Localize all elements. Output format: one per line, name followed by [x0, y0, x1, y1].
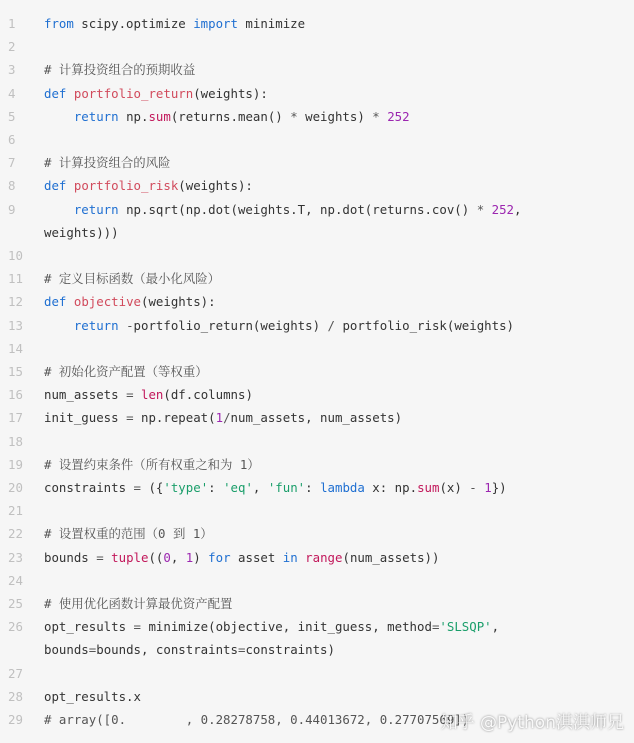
line-number: 10 — [8, 248, 23, 264]
code-token-plain: (( — [148, 549, 164, 565]
code-token-plain: : — [305, 480, 321, 496]
code-token-plain — [44, 202, 74, 217]
code-token-op: = — [237, 642, 246, 658]
code-token-plain: constraints — [44, 480, 134, 496]
code-lines — [0, 12, 634, 731]
line-number: 15 — [8, 364, 23, 380]
code-token-number: 252 — [387, 108, 410, 124]
code-text — [44, 383, 624, 406]
code-token-plain — [44, 109, 74, 124]
code-token-op: / — [327, 317, 335, 333]
code-text — [44, 615, 624, 661]
code-line — [0, 267, 634, 290]
code-token-op: - — [126, 317, 134, 333]
code-token-op: = — [133, 480, 141, 496]
code-text — [44, 592, 624, 615]
code-line — [0, 360, 634, 383]
code-line — [0, 453, 634, 476]
code-token-string: 'fun' — [267, 480, 306, 496]
code-token-plain: bounds — [44, 549, 97, 565]
code-token-keyword: def — [44, 294, 67, 310]
code-token-plain: asset — [230, 549, 283, 565]
code-token-plain: (num_assets)) — [342, 549, 440, 565]
line-number: 17 — [8, 410, 23, 426]
code-token-number: 252 — [491, 201, 515, 217]
code-token-plain: num_assets — [44, 387, 127, 403]
code-token-keyword: return — [73, 108, 119, 124]
line-number: 25 — [8, 596, 23, 612]
code-line — [0, 430, 634, 453]
code-token-plain: (weights): — [193, 85, 268, 101]
code-token-plain: np. — [118, 108, 149, 124]
code-text — [44, 360, 624, 383]
code-token-plain: portfolio_return(weights) — [133, 317, 328, 333]
code-token-op: * — [476, 201, 485, 217]
code-token-builtin: tuple — [111, 549, 149, 565]
code-token-keyword: def — [44, 178, 67, 194]
code-line — [0, 615, 634, 661]
code-token-number: 0 — [163, 549, 171, 565]
code-token-op: - — [469, 480, 477, 496]
code-token-plain — [66, 178, 73, 193]
code-token-plain: init_guess — [44, 410, 127, 426]
code-token-builtin: range — [305, 549, 343, 565]
code-token-keyword: def — [44, 85, 67, 101]
code-text — [44, 314, 624, 337]
code-token-builtin: len — [141, 387, 164, 403]
line-number: 14 — [8, 340, 23, 356]
code-token-plain: ({ — [141, 480, 164, 496]
code-token-comment: # 使用优化函数计算最优资产配置 — [44, 596, 233, 612]
code-token-plain: , bounds — [44, 619, 500, 658]
code-token-plain: np.sqrt(np.dot(weights.T, np.dot(returns.cov() — [118, 201, 477, 217]
code-token-keyword: in — [282, 549, 298, 565]
code-token-comment: # 定义目标函数（最小化风险） — [44, 271, 220, 287]
code-text — [44, 406, 624, 429]
code-token-plain: (returns.mean() — [170, 108, 291, 124]
code-token-string: 'type' — [163, 480, 209, 496]
code-token-op: = — [133, 619, 141, 635]
code-token-op: * — [372, 108, 380, 124]
code-token-keyword: return — [73, 317, 119, 333]
code-token-comment: # 设置权重的范围（0 到 1） — [44, 526, 213, 542]
code-token-keyword: import — [193, 16, 238, 31]
code-text — [44, 151, 624, 174]
code-line — [0, 476, 634, 499]
line-number: 11 — [8, 271, 23, 287]
line-number: 21 — [8, 503, 23, 519]
code-token-plain: np.repeat( — [133, 410, 216, 426]
code-line — [0, 406, 634, 429]
code-token-op: * — [290, 108, 298, 124]
line-number: 5 — [8, 108, 16, 124]
code-token-keyword: return — [73, 201, 119, 217]
code-token-plain: portfolio_risk(weights) — [334, 317, 515, 333]
code-line — [0, 128, 634, 151]
code-text — [44, 174, 624, 197]
code-token-op: = — [88, 642, 97, 658]
code-line — [0, 662, 634, 685]
code-text — [44, 58, 624, 81]
code-token-plain — [119, 318, 126, 333]
code-line — [0, 12, 634, 35]
code-token-op: = — [431, 619, 440, 635]
line-number: 2 — [8, 39, 16, 55]
code-token-plain: minimize — [237, 16, 306, 31]
line-number: 22 — [8, 526, 23, 542]
code-token-keyword: lambda — [320, 480, 365, 496]
line-number: 16 — [8, 387, 23, 403]
line-number: 23 — [8, 549, 23, 565]
code-line — [0, 522, 634, 545]
code-line — [0, 499, 634, 522]
line-number: 8 — [8, 178, 16, 194]
line-number: 24 — [8, 572, 23, 588]
line-number: 9 — [8, 201, 16, 217]
code-line — [0, 174, 634, 197]
line-number: 26 — [8, 619, 23, 635]
code-token-number: 1 — [215, 410, 224, 426]
code-token-plain: weights) — [297, 108, 373, 124]
code-token-builtin: sum — [417, 480, 440, 496]
code-token-func: portfolio_return — [73, 85, 194, 101]
code-token-plain: }) — [491, 480, 507, 496]
code-token-op: / — [223, 410, 231, 426]
watermark: 知乎 @Python淇淇师兄 — [440, 713, 624, 733]
code-text — [44, 290, 624, 313]
code-token-comment: # 计算投资组合的风险 — [44, 155, 171, 171]
code-line — [0, 383, 634, 406]
code-token-plain: minimize(objective, init_guess, method — [141, 619, 432, 635]
code-token-plain: , weights))) — [44, 201, 522, 240]
code-token-comment: # 设置约束条件（所有权重之和为 1） — [44, 456, 260, 472]
code-token-plain: ) — [193, 549, 209, 565]
code-token-plain — [134, 387, 141, 402]
code-line — [0, 151, 634, 174]
code-token-plain: (x) — [439, 480, 470, 496]
line-number: 12 — [8, 294, 23, 310]
code-text — [44, 12, 624, 35]
code-token-plain: (weights): — [178, 178, 253, 194]
code-token-plain: opt_results — [44, 619, 134, 635]
code-token-keyword: for — [208, 549, 231, 565]
code-token-plain: scipy.optimize — [73, 16, 194, 31]
line-number: 6 — [8, 132, 16, 148]
code-token-number: 1 — [185, 549, 194, 565]
code-token-plain: num_assets, num_assets) — [230, 410, 403, 426]
code-token-string: 'eq' — [223, 480, 253, 496]
code-line — [0, 569, 634, 592]
code-token-plain: constraints) — [245, 642, 335, 658]
code-token-op: = — [96, 549, 104, 565]
code-token-plain: bounds, constraints — [96, 642, 238, 658]
code-text — [44, 453, 624, 476]
code-line — [0, 685, 634, 708]
code-token-string: 'SLSQP' — [439, 619, 492, 635]
line-number: 4 — [8, 85, 16, 101]
code-line — [0, 58, 634, 81]
code-text — [44, 105, 624, 128]
code-token-plain: : — [208, 480, 224, 496]
line-number: 18 — [8, 433, 23, 449]
code-line — [0, 337, 634, 360]
code-token-plain: (df.columns) — [163, 387, 253, 403]
code-token-plain — [66, 86, 73, 101]
code-token-builtin: sum — [148, 108, 171, 124]
code-line — [0, 82, 634, 105]
code-token-plain — [66, 294, 73, 309]
code-token-comment: # 计算投资组合的预期收益 — [44, 62, 196, 78]
code-token-op: = — [126, 410, 134, 426]
code-line — [0, 314, 634, 337]
line-number: 19 — [8, 456, 23, 472]
line-number: 28 — [8, 688, 23, 704]
code-token-keyword: from — [44, 16, 74, 31]
line-number: 29 — [8, 712, 23, 728]
code-text — [44, 685, 624, 708]
line-number: 1 — [8, 16, 16, 31]
line-number: 3 — [8, 62, 16, 78]
code-token-number: 1 — [484, 480, 492, 496]
code-line — [0, 35, 634, 58]
code-token-plain: , — [252, 480, 268, 496]
code-text — [44, 82, 624, 105]
code-line — [0, 546, 634, 569]
line-number: 27 — [8, 665, 23, 681]
code-token-op: = — [126, 387, 134, 403]
code-token-plain: , — [170, 549, 186, 565]
line-number: 7 — [8, 155, 16, 171]
line-number: 13 — [8, 317, 23, 333]
code-token-plain: (weights): — [141, 294, 216, 310]
code-token-plain — [484, 202, 491, 217]
code-text — [44, 267, 624, 290]
code-line — [0, 198, 634, 244]
code-line — [0, 592, 634, 615]
code-token-func: objective — [73, 294, 141, 310]
code-line — [0, 244, 634, 267]
code-token-plain — [44, 318, 74, 333]
code-token-comment: # array([0. , 0.28278758, 0.44013672, 0.27707569]) — [44, 712, 470, 728]
code-token-plain: opt_results.x — [44, 688, 141, 704]
code-token-func: portfolio_risk — [73, 178, 179, 194]
code-line — [0, 105, 634, 128]
code-token-comment: # 初始化资产配置（等权重） — [44, 364, 208, 380]
code-line — [0, 290, 634, 313]
line-number: 20 — [8, 480, 23, 496]
code-text — [44, 522, 624, 545]
code-token-plain: x: np. — [364, 480, 418, 496]
code-text — [44, 198, 624, 244]
code-text — [44, 546, 624, 569]
code-text — [44, 476, 624, 499]
